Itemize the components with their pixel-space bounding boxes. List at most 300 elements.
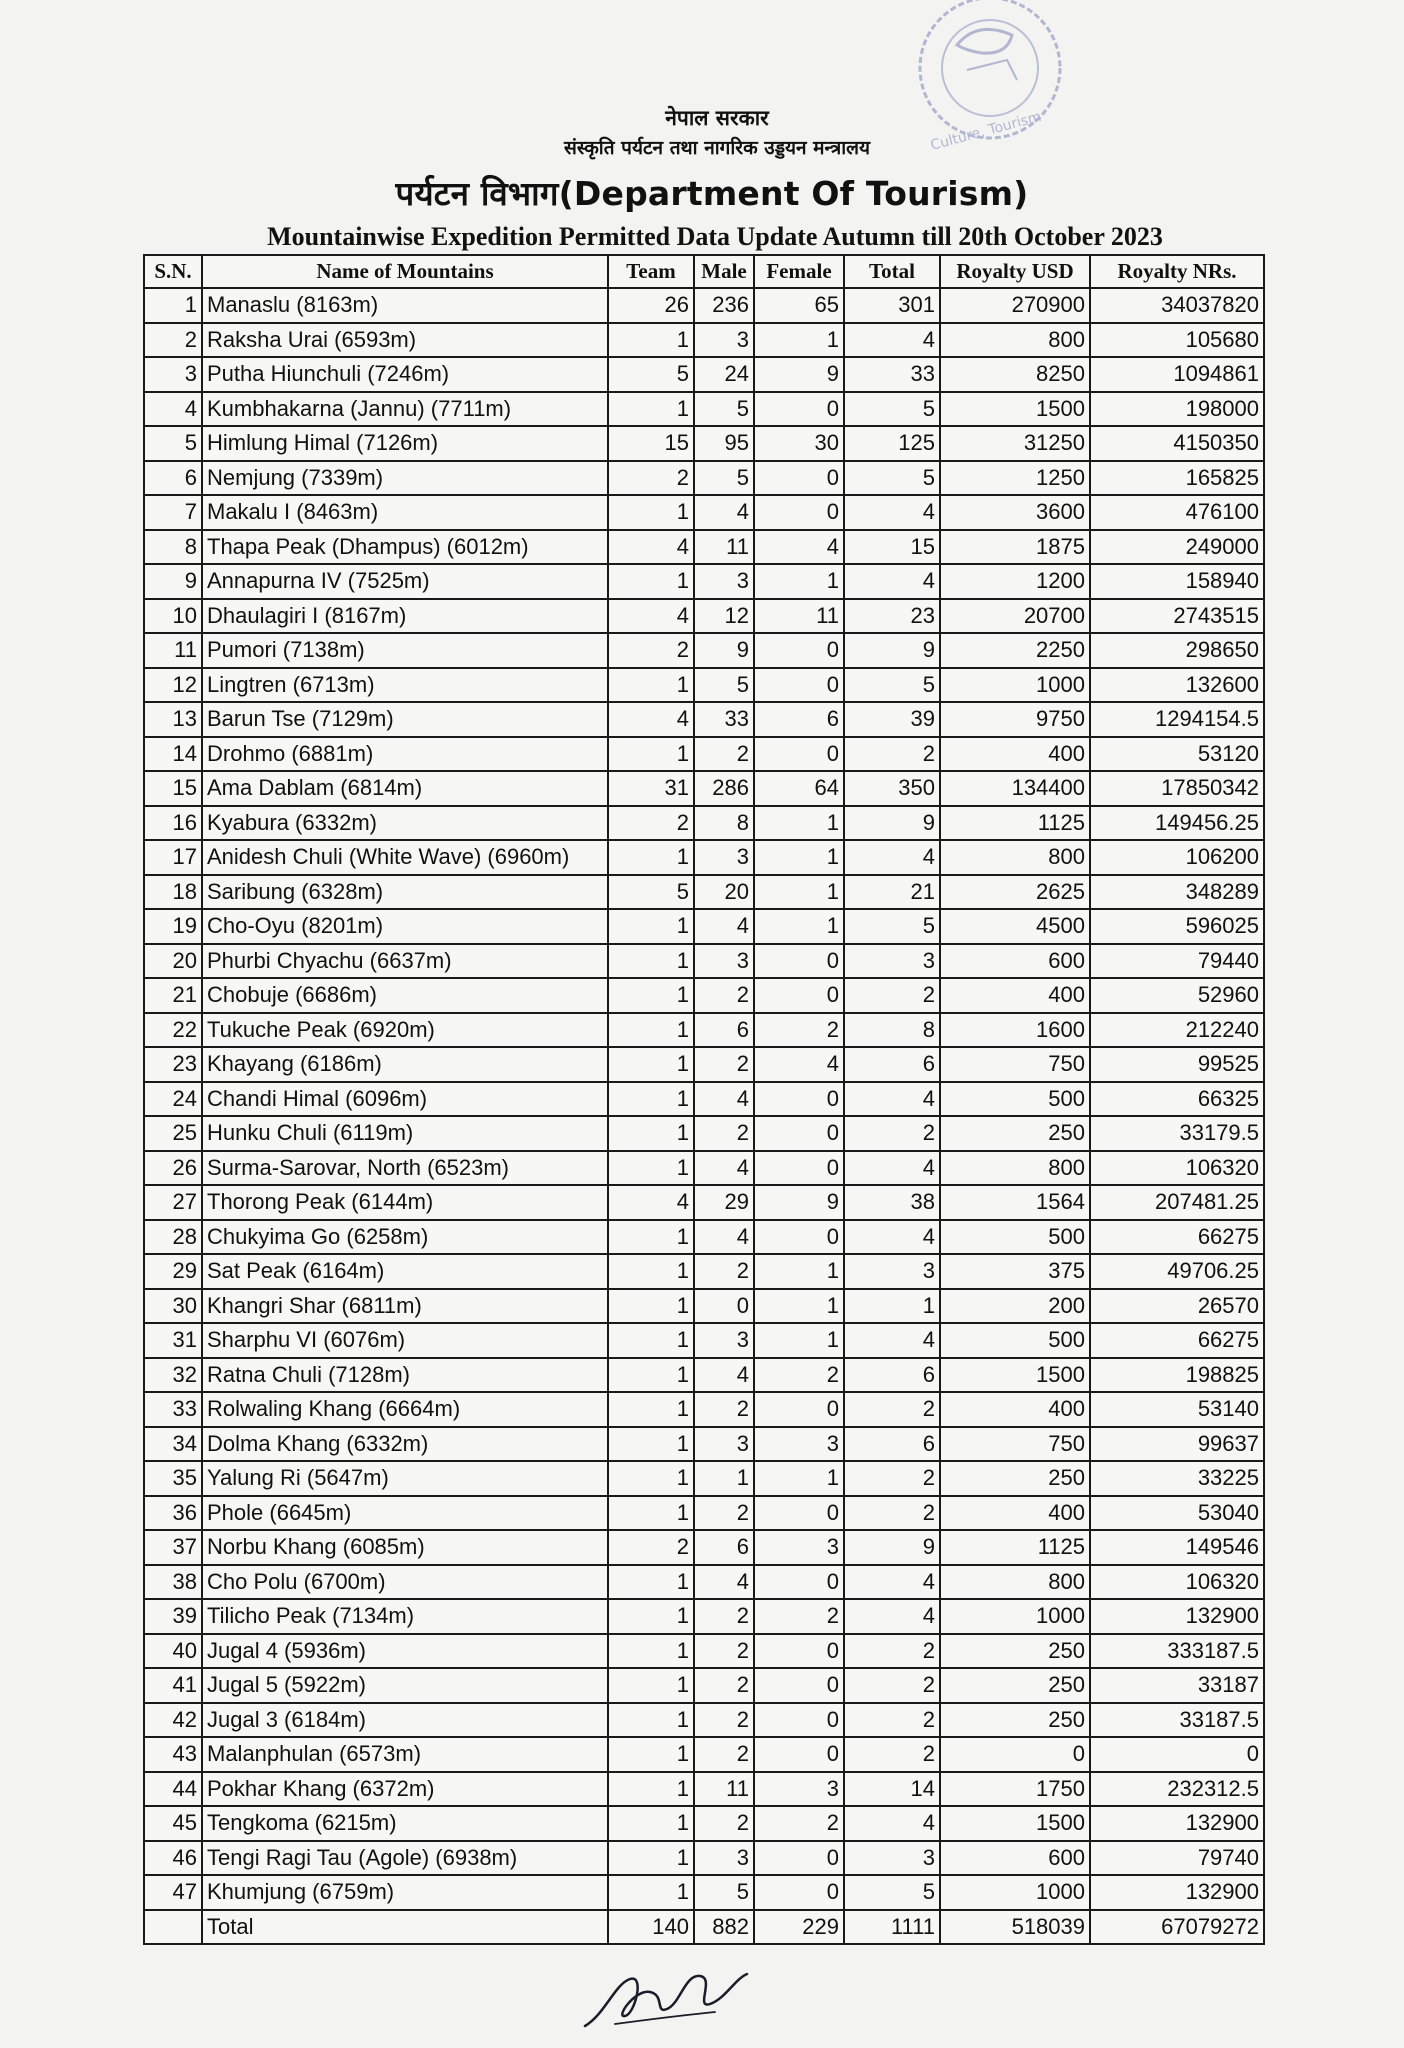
cell-male: 2 (694, 1634, 754, 1669)
cell-royalty-nrs: 53120 (1090, 737, 1264, 772)
cell-male: 0 (694, 1289, 754, 1324)
cell-team: 2 (608, 1530, 694, 1565)
ministry-title: संस्कृति पर्यटन तथा नागरिक उड्डयन मन्त्रालय (563, 137, 871, 159)
table-row (144, 1116, 1264, 1151)
cell-royalty-nrs: 79740 (1090, 1841, 1264, 1876)
cell-royalty-nrs: 2743515 (1090, 599, 1264, 634)
cell-male: 3 (694, 323, 754, 358)
cell-total: 2 (844, 737, 940, 772)
cell-royalty-usd: 1500 (940, 392, 1090, 427)
table-row (144, 1772, 1264, 1807)
cell-male: 2 (694, 1806, 754, 1841)
cell-name: Cho Polu (6700m) (202, 1565, 608, 1600)
cell-royalty-nrs: 26570 (1090, 1289, 1264, 1324)
cell-royalty-nrs: 132900 (1090, 1806, 1264, 1841)
cell-male: 11 (694, 1772, 754, 1807)
cell-team: 31 (608, 771, 694, 806)
cell-royalty-usd: 250 (940, 1634, 1090, 1669)
cell-name: Raksha Urai (6593m) (202, 323, 608, 358)
cell-sn: 22 (144, 1013, 202, 1048)
table-row (144, 633, 1264, 668)
cell-royalty-nrs: 33179.5 (1090, 1116, 1264, 1151)
cell-total: 9 (844, 806, 940, 841)
cell-total: 4 (844, 1565, 940, 1600)
cell-name: Makalu I (8463m) (202, 495, 608, 530)
cell-total: 4 (844, 1806, 940, 1841)
cell-team: 1 (608, 495, 694, 530)
cell-sn: 12 (144, 668, 202, 703)
cell-name: Malanphulan (6573m) (202, 1737, 608, 1772)
cell-royalty-usd: 2625 (940, 875, 1090, 910)
cell-team: 1 (608, 1151, 694, 1186)
cell-name: Khangri Shar (6811m) (202, 1289, 608, 1324)
cell-sn: 34 (144, 1427, 202, 1462)
cell-sn: 28 (144, 1220, 202, 1255)
cell-sn: 20 (144, 944, 202, 979)
cell-sn: 6 (144, 461, 202, 496)
cell-team: 1 (608, 1289, 694, 1324)
cell-total: 2 (844, 1737, 940, 1772)
cell-name: Kyabura (6332m) (202, 806, 608, 841)
cell-male: 4 (694, 909, 754, 944)
cell-sn: 31 (144, 1323, 202, 1358)
cell-royalty-usd: 400 (940, 737, 1090, 772)
cell-total: 4 (844, 1599, 940, 1634)
cell-sn: 46 (144, 1841, 202, 1876)
cell-royalty-nrs: 4150350 (1090, 426, 1264, 461)
cell-female: 0 (754, 1841, 844, 1876)
cell-name: Anidesh Chuli (White Wave) (6960m) (202, 840, 608, 875)
table-row (144, 1254, 1264, 1289)
col-header-name: Name of Mountains (202, 255, 608, 288)
cell-total: 5 (844, 392, 940, 427)
cell-total: 9 (844, 633, 940, 668)
cell-female: 2 (754, 1013, 844, 1048)
cell-royalty-nrs: 99637 (1090, 1427, 1264, 1462)
cell-team: 1 (608, 323, 694, 358)
cell-royalty-usd: 250 (940, 1703, 1090, 1738)
cell-total: 2 (844, 978, 940, 1013)
cell-female: 0 (754, 1220, 844, 1255)
svg-text:Culture, Tourism: Culture, Tourism (928, 108, 1044, 154)
table-row (144, 1013, 1264, 1048)
cell-male: 3 (694, 1427, 754, 1462)
cell-name: Khayang (6186m) (202, 1047, 608, 1082)
cell-royalty-nrs: 34037820 (1090, 288, 1264, 323)
cell-male: 1 (694, 1461, 754, 1496)
cell-female: 0 (754, 461, 844, 496)
cell-royalty-usd: 31250 (940, 426, 1090, 461)
cell-team: 1 (608, 1082, 694, 1117)
cell-team: 1 (608, 1358, 694, 1393)
cell-male: 24 (694, 357, 754, 392)
cell-royalty-usd: 800 (940, 323, 1090, 358)
table-row (144, 668, 1264, 703)
cell-sn: 3 (144, 357, 202, 392)
table-row (144, 1496, 1264, 1531)
cell-team: 1 (608, 1496, 694, 1531)
cell-female: 9 (754, 357, 844, 392)
cell-name: Thorong Peak (6144m) (202, 1185, 608, 1220)
table-row (144, 323, 1264, 358)
cell-female: 0 (754, 1875, 844, 1910)
cell-sn: 18 (144, 875, 202, 910)
cell-total: 5 (844, 668, 940, 703)
cell-team: 1 (608, 1392, 694, 1427)
cell-name: Drohmo (6881m) (202, 737, 608, 772)
cell-royalty-nrs: 33187.5 (1090, 1703, 1264, 1738)
cell-name: Phurbi Chyachu (6637m) (202, 944, 608, 979)
cell-royalty-nrs: 66325 (1090, 1082, 1264, 1117)
table-row (144, 1185, 1264, 1220)
cell-sn: 5 (144, 426, 202, 461)
cell-male: 2 (694, 737, 754, 772)
cell-female: 0 (754, 1703, 844, 1738)
total-female: 229 (754, 1910, 844, 1944)
cell-male: 2 (694, 1668, 754, 1703)
table-row (144, 1392, 1264, 1427)
cell-royalty-nrs: 132600 (1090, 668, 1264, 703)
cell-royalty-usd: 1000 (940, 1875, 1090, 1910)
cell-male: 4 (694, 1082, 754, 1117)
table-row (144, 1737, 1264, 1772)
cell-team: 1 (608, 1772, 694, 1807)
total-royalty-usd: 518039 (940, 1910, 1090, 1944)
cell-name: Chobuje (6686m) (202, 978, 608, 1013)
cell-total: 8 (844, 1013, 940, 1048)
cell-name: Jugal 5 (5922m) (202, 1668, 608, 1703)
cell-royalty-nrs: 348289 (1090, 875, 1264, 910)
cell-total: 6 (844, 1427, 940, 1462)
cell-sn: 1 (144, 288, 202, 323)
cell-total: 3 (844, 1254, 940, 1289)
table-row (144, 1047, 1264, 1082)
cell-royalty-nrs: 132900 (1090, 1875, 1264, 1910)
cell-sn: 40 (144, 1634, 202, 1669)
cell-total: 5 (844, 461, 940, 496)
cell-female: 1 (754, 1289, 844, 1324)
cell-team: 1 (608, 1841, 694, 1876)
cell-team: 2 (608, 633, 694, 668)
cell-royalty-usd: 1250 (940, 461, 1090, 496)
cell-total: 2 (844, 1496, 940, 1531)
cell-male: 2 (694, 978, 754, 1013)
cell-royalty-nrs: 49706.25 (1090, 1254, 1264, 1289)
cell-female: 1 (754, 564, 844, 599)
cell-royalty-nrs: 79440 (1090, 944, 1264, 979)
cell-sn: 7 (144, 495, 202, 530)
cell-team: 5 (608, 875, 694, 910)
cell-male: 20 (694, 875, 754, 910)
cell-name: Dhaulagiri I (8167m) (202, 599, 608, 634)
cell-royalty-nrs: 106200 (1090, 840, 1264, 875)
cell-female: 1 (754, 806, 844, 841)
cell-royalty-nrs: 596025 (1090, 909, 1264, 944)
cell-name: Jugal 3 (6184m) (202, 1703, 608, 1738)
cell-royalty-nrs: 33187 (1090, 1668, 1264, 1703)
table-row (144, 1841, 1264, 1876)
cell-royalty-usd: 1564 (940, 1185, 1090, 1220)
cell-name: Putha Hiunchuli (7246m) (202, 357, 608, 392)
cell-sn: 4 (144, 392, 202, 427)
table-row (144, 1530, 1264, 1565)
cell-name: Pumori (7138m) (202, 633, 608, 668)
cell-total: 4 (844, 1323, 940, 1358)
cell-female: 0 (754, 737, 844, 772)
cell-name: Norbu Khang (6085m) (202, 1530, 608, 1565)
cell-team: 1 (608, 1875, 694, 1910)
cell-male: 2 (694, 1496, 754, 1531)
cell-team: 1 (608, 1703, 694, 1738)
cell-royalty-nrs: 33225 (1090, 1461, 1264, 1496)
table-row (144, 737, 1264, 772)
cell-female: 0 (754, 633, 844, 668)
cell-female: 4 (754, 1047, 844, 1082)
table-row (144, 357, 1264, 392)
cell-sn: 32 (144, 1358, 202, 1393)
cell-female: 3 (754, 1772, 844, 1807)
cell-royalty-usd: 500 (940, 1323, 1090, 1358)
table-row (144, 1461, 1264, 1496)
cell-total: 4 (844, 1082, 940, 1117)
cell-female: 0 (754, 978, 844, 1013)
cell-sn: 8 (144, 530, 202, 565)
cell-total: 6 (844, 1358, 940, 1393)
col-header-male: Male (694, 255, 754, 288)
cell-sn: 35 (144, 1461, 202, 1496)
cell-sn: 21 (144, 978, 202, 1013)
cell-sn: 23 (144, 1047, 202, 1082)
cell-team: 1 (608, 978, 694, 1013)
cell-female: 0 (754, 1634, 844, 1669)
cell-royalty-nrs: 198000 (1090, 392, 1264, 427)
table-row (144, 392, 1264, 427)
cell-royalty-usd: 200 (940, 1289, 1090, 1324)
cell-male: 11 (694, 530, 754, 565)
cell-team: 1 (608, 1220, 694, 1255)
cell-female: 9 (754, 1185, 844, 1220)
cell-total: 125 (844, 426, 940, 461)
cell-team: 1 (608, 1806, 694, 1841)
cell-male: 29 (694, 1185, 754, 1220)
table-row (144, 461, 1264, 496)
cell-sn: 42 (144, 1703, 202, 1738)
cell-royalty-usd: 20700 (940, 599, 1090, 634)
table-row (144, 530, 1264, 565)
cell-female: 2 (754, 1599, 844, 1634)
cell-male: 5 (694, 461, 754, 496)
table-row (144, 1806, 1264, 1841)
cell-team: 1 (608, 909, 694, 944)
table-row (144, 564, 1264, 599)
cell-royalty-usd: 1125 (940, 806, 1090, 841)
cell-royalty-usd: 375 (940, 1254, 1090, 1289)
cell-total: 4 (844, 1220, 940, 1255)
cell-sn: 26 (144, 1151, 202, 1186)
cell-female: 1 (754, 875, 844, 910)
cell-total: 4 (844, 1151, 940, 1186)
cell-royalty-usd: 500 (940, 1220, 1090, 1255)
table-row (144, 702, 1264, 737)
cell-royalty-nrs: 212240 (1090, 1013, 1264, 1048)
cell-royalty-usd: 2250 (940, 633, 1090, 668)
cell-royalty-nrs: 106320 (1090, 1151, 1264, 1186)
cell-royalty-nrs: 249000 (1090, 530, 1264, 565)
col-header-total: Total (844, 255, 940, 288)
cell-total: 5 (844, 909, 940, 944)
cell-female: 65 (754, 288, 844, 323)
cell-female: 1 (754, 840, 844, 875)
cell-male: 9 (694, 633, 754, 668)
cell-team: 2 (608, 806, 694, 841)
table-row (144, 1703, 1264, 1738)
cell-team: 2 (608, 461, 694, 496)
cell-male: 4 (694, 1358, 754, 1393)
cell-sn: 27 (144, 1185, 202, 1220)
document-title: Mountainwise Expedition Permitted Data Update Autumn till 20th October 2023 (267, 222, 1163, 251)
cell-total: 4 (844, 564, 940, 599)
cell-royalty-usd: 1000 (940, 1599, 1090, 1634)
table-row (144, 1358, 1264, 1393)
cell-royalty-nrs: 66275 (1090, 1323, 1264, 1358)
table-row (144, 944, 1264, 979)
government-title: नेपाल सरकार (665, 106, 769, 130)
cell-name: Kumbhakarna (Jannu) (7711m) (202, 392, 608, 427)
cell-royalty-nrs: 1294154.5 (1090, 702, 1264, 737)
cell-female: 0 (754, 1668, 844, 1703)
table-row (144, 1220, 1264, 1255)
cell-name: Hunku Chuli (6119m) (202, 1116, 608, 1151)
cell-sn: 30 (144, 1289, 202, 1324)
col-header-female: Female (754, 255, 844, 288)
cell-royalty-usd: 1875 (940, 530, 1090, 565)
cell-team: 15 (608, 426, 694, 461)
cell-royalty-usd: 750 (940, 1427, 1090, 1462)
cell-name: Sharphu VI (6076m) (202, 1323, 608, 1358)
total-royalty-nrs: 67079272 (1090, 1910, 1264, 1944)
cell-sn: 37 (144, 1530, 202, 1565)
cell-name: Tukuche Peak (6920m) (202, 1013, 608, 1048)
cell-female: 2 (754, 1806, 844, 1841)
cell-sn: 25 (144, 1116, 202, 1151)
total-label: Total (202, 1910, 608, 1944)
department-title: पर्यटन विभाग(Department Of Tourism) (395, 174, 1029, 213)
cell-name: Ama Dablam (6814m) (202, 771, 608, 806)
cell-royalty-usd: 600 (940, 1841, 1090, 1876)
cell-male: 4 (694, 495, 754, 530)
cell-royalty-usd: 400 (940, 1496, 1090, 1531)
cell-female: 0 (754, 944, 844, 979)
cell-royalty-usd: 1000 (940, 668, 1090, 703)
cell-male: 3 (694, 840, 754, 875)
cell-name: Manaslu (8163m) (202, 288, 608, 323)
cell-male: 33 (694, 702, 754, 737)
table-row (144, 288, 1264, 323)
cell-female: 1 (754, 1461, 844, 1496)
table-row (144, 1668, 1264, 1703)
cell-male: 2 (694, 1116, 754, 1151)
table-body (144, 288, 1264, 1910)
cell-male: 4 (694, 1220, 754, 1255)
col-header-sn: S.N. (144, 255, 202, 288)
cell-royalty-usd: 1125 (940, 1530, 1090, 1565)
cell-sn: 17 (144, 840, 202, 875)
handwritten-signature (575, 1954, 755, 2034)
table-row (144, 1875, 1264, 1910)
expedition-table (143, 254, 1265, 1945)
cell-female: 0 (754, 668, 844, 703)
total-total: 1111 (844, 1910, 940, 1944)
cell-total: 39 (844, 702, 940, 737)
cell-royalty-usd: 800 (940, 1151, 1090, 1186)
cell-name: Dolma Khang (6332m) (202, 1427, 608, 1462)
cell-total: 2 (844, 1116, 940, 1151)
table-row (144, 771, 1264, 806)
cell-royalty-usd: 0 (940, 1737, 1090, 1772)
cell-total: 3 (844, 1841, 940, 1876)
cell-royalty-nrs: 298650 (1090, 633, 1264, 668)
cell-name: Tilicho Peak (7134m) (202, 1599, 608, 1634)
cell-name: Pokhar Khang (6372m) (202, 1772, 608, 1807)
cell-team: 1 (608, 1047, 694, 1082)
cell-male: 2 (694, 1703, 754, 1738)
cell-royalty-nrs: 1094861 (1090, 357, 1264, 392)
cell-team: 1 (608, 392, 694, 427)
cell-name: Cho-Oyu (8201m) (202, 909, 608, 944)
total-row (144, 1910, 1264, 1944)
cell-team: 1 (608, 1323, 694, 1358)
cell-female: 0 (754, 1392, 844, 1427)
cell-name: Barun Tse (7129m) (202, 702, 608, 737)
cell-sn: 10 (144, 599, 202, 634)
cell-total: 4 (844, 323, 940, 358)
cell-name: Jugal 4 (5936m) (202, 1634, 608, 1669)
cell-female: 0 (754, 1116, 844, 1151)
cell-team: 1 (608, 1599, 694, 1634)
cell-name: Saribung (6328m) (202, 875, 608, 910)
cell-sn: 41 (144, 1668, 202, 1703)
cell-royalty-usd: 1750 (940, 1772, 1090, 1807)
cell-total: 4 (844, 840, 940, 875)
cell-royalty-usd: 250 (940, 1668, 1090, 1703)
cell-team: 1 (608, 1668, 694, 1703)
cell-royalty-nrs: 99525 (1090, 1047, 1264, 1082)
cell-team: 4 (608, 599, 694, 634)
cell-total: 21 (844, 875, 940, 910)
cell-royalty-usd: 750 (940, 1047, 1090, 1082)
cell-royalty-usd: 250 (940, 1461, 1090, 1496)
cell-team: 4 (608, 530, 694, 565)
cell-male: 4 (694, 1151, 754, 1186)
cell-female: 1 (754, 1254, 844, 1289)
cell-name: Nemjung (7339m) (202, 461, 608, 496)
cell-male: 5 (694, 1875, 754, 1910)
cell-female: 30 (754, 426, 844, 461)
cell-team: 1 (608, 1254, 694, 1289)
cell-female: 1 (754, 323, 844, 358)
cell-royalty-nrs: 53040 (1090, 1496, 1264, 1531)
cell-total: 3 (844, 944, 940, 979)
cell-name: Tengi Ragi Tau (Agole) (6938m) (202, 1841, 608, 1876)
cell-royalty-usd: 270900 (940, 288, 1090, 323)
cell-royalty-usd: 1500 (940, 1358, 1090, 1393)
cell-team: 1 (608, 944, 694, 979)
cell-name: Chukyima Go (6258m) (202, 1220, 608, 1255)
cell-royalty-nrs: 476100 (1090, 495, 1264, 530)
cell-royalty-usd: 134400 (940, 771, 1090, 806)
cell-total: 15 (844, 530, 940, 565)
cell-royalty-nrs: 198825 (1090, 1358, 1264, 1393)
